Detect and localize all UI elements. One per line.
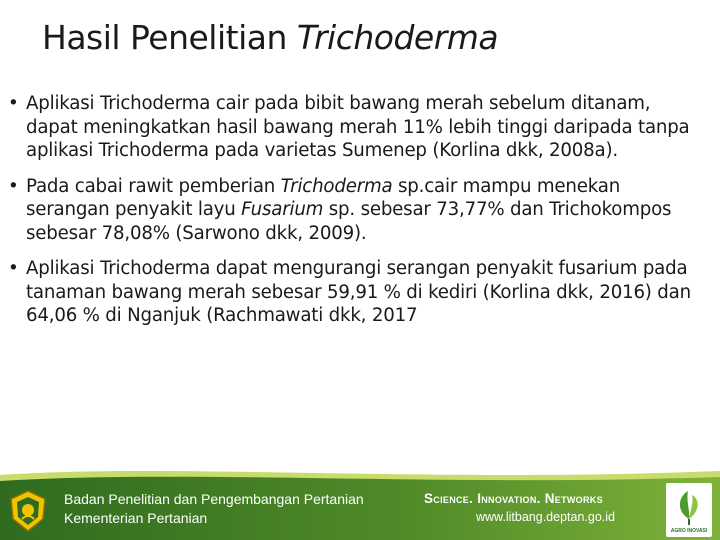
bullet-text: Pada cabai rawit pemberian [26,175,281,197]
bullet-text-italic: Trichoderma [280,175,393,197]
bullet-text: Aplikasi Trichoderma dapat mengurangi serangan penyakit fusarium pada tanaman bawang merah sebesar 59,91 % di kediri (Korlina dkk, 2016) dan 64,06 % di Nganjuk (Rachmawati dkk, 2017 [26,258,691,326]
bullet-item [6,175,696,246]
agro-inovasi-logo-icon [666,483,712,537]
bullet-item [6,92,696,163]
bullet-dot-icon: • [8,175,19,197]
agro-inovasi-label: AGRO INOVASI [670,528,708,534]
bullet-list [6,92,696,340]
bullet-dot-icon: • [8,93,19,114]
bullet-text: Aplikasi Trichoderma cair pada bibit bawang merah sebelum ditanam, dapat meningkatkan hasil bawang merah 11% lebih tinggi daripada tanpa aplikasi Trichoderma pada varietas Sumenep (Korlina dkk, 2008a). [26,93,690,161]
slide-title-italic: Trichoderma [296,18,499,57]
slogan: Science. Innovation. Networks [424,491,603,506]
bullet-text: sp.cair mampu menekan serangan penyakit layu [26,175,621,220]
bullet-item [6,257,696,328]
bullet-dot-icon: • [8,258,19,279]
org-name-line1: Badan Penelitian dan Pengembangan Pertanian [64,491,364,507]
website-url[interactable]: www.litbang.deptan.go.id [476,510,615,524]
slide-title [42,18,498,57]
bullet-text-italic: Fusarium [241,199,324,220]
slide-title-main: Hasil Penelitian [42,18,287,57]
footer-banner [0,461,720,540]
bullet-text: sp. sebesar 73,77% dan Trichokompos sebesar 78,08% (Sarwono dkk, 2009). [26,199,672,244]
ministry-emblem-icon [8,489,48,533]
org-name-line2: Kementerian Pertanian [64,510,208,526]
